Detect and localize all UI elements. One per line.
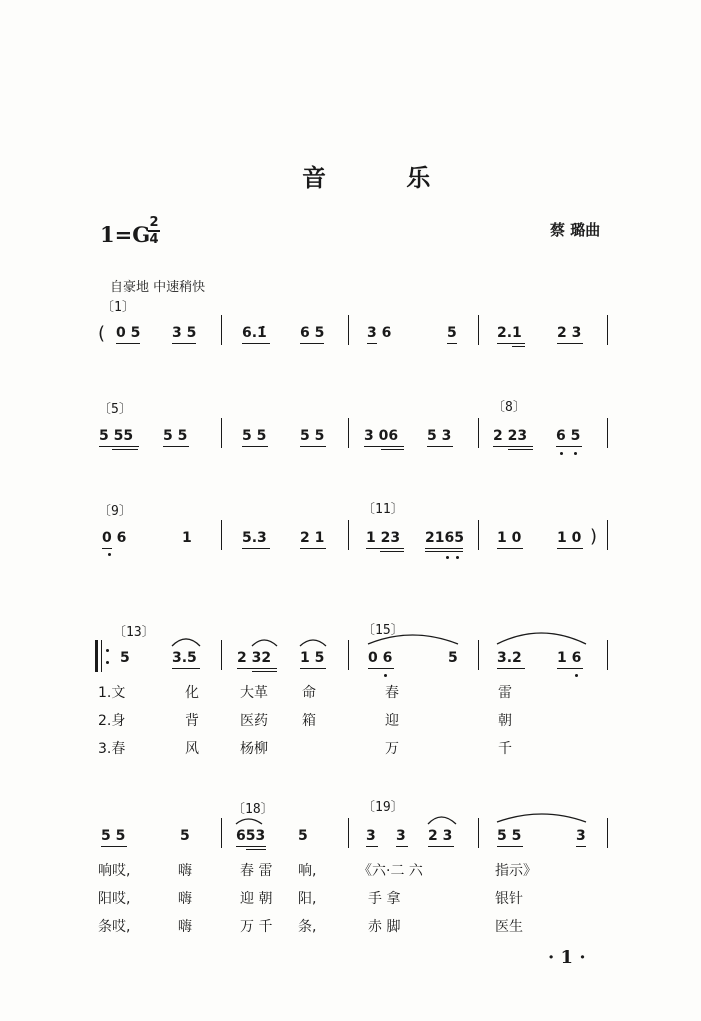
measure-number: 〔15〕 [362, 623, 404, 638]
note-group: 2.1 [497, 325, 522, 341]
note-group: 5 5 [163, 428, 188, 444]
time-denominator: 4 [149, 232, 159, 247]
lyric-word: 背 [185, 713, 199, 729]
lyric-word: 手 拿 [368, 891, 401, 907]
measure-number: 〔1〕 [101, 300, 135, 315]
slur [497, 633, 586, 644]
lyric-word: 雷 [498, 685, 512, 701]
lyric-word: 迎 朝 [240, 891, 273, 907]
note-group: 5 [448, 650, 458, 666]
measure-number: 〔11〕 [362, 502, 404, 517]
note-group: 653 [236, 828, 266, 844]
note-group: 5.3 [242, 530, 267, 546]
measure-number: 〔5〕 [98, 402, 132, 417]
note-group: 1 [182, 530, 192, 546]
note-group: 1 6 [557, 650, 582, 666]
lyric-word: 条, [298, 919, 317, 935]
key-signature: 1=G [100, 222, 151, 247]
note-group: 0 5 [116, 325, 141, 341]
note-group: 2 3 [428, 828, 453, 844]
measure-number: 〔19〕 [362, 800, 404, 815]
note-group: 1 0 [557, 530, 582, 546]
lyric-word: 银针 [495, 891, 523, 907]
lyric-word: 千 [498, 741, 512, 757]
slur [236, 819, 262, 824]
lyric-word: 《六·二 六 [358, 863, 423, 879]
lyric-word: 赤 脚 [368, 919, 401, 935]
lyric-word: 化 [185, 685, 199, 701]
lyric-word: 响哎, [98, 863, 131, 879]
lyric-word: 响, [298, 863, 317, 879]
lyric-word: 春 雷 [240, 863, 273, 879]
lyric-word: 条哎, [98, 919, 131, 935]
lyric-word: 迎 [385, 713, 399, 729]
note-group: 6.1̇ [242, 325, 267, 341]
slur [172, 639, 200, 646]
lyric-word: 嗨 [178, 919, 192, 935]
note-group: 5 5 [242, 428, 267, 444]
lyric-word: 嗨 [178, 891, 192, 907]
note-group: 2 23 [493, 428, 528, 444]
lyric-word: 1.文 [98, 685, 126, 701]
note-group: 6 5 [556, 428, 581, 444]
close-paren: ) [590, 526, 598, 547]
note-group: 0 6 [368, 650, 393, 666]
note-group: 5 [298, 828, 308, 844]
note-group: 3 [366, 828, 376, 844]
lyric-word: 嗨 [178, 863, 192, 879]
measure-number: 〔9〕 [98, 504, 132, 519]
lyric-word: 大革 [240, 685, 268, 701]
slur [300, 640, 326, 646]
slur [368, 635, 458, 644]
measure-number: 〔13〕 [113, 625, 155, 640]
measure-number: 〔8〕 [492, 400, 526, 415]
note-group: 3 5 [172, 325, 197, 341]
lyric-word: 医药 [240, 713, 268, 729]
lyric-word: 万 [385, 741, 399, 757]
note-group: 6 5 [300, 325, 325, 341]
lyric-word: 万 千 [240, 919, 273, 935]
note-group: 0 6 [102, 530, 127, 546]
lyric-word: 春 [385, 685, 399, 701]
note-group: 2 32 [237, 650, 272, 666]
note-group: 5 [120, 650, 130, 666]
note-group: 3 [396, 828, 406, 844]
composer: 蔡 璐曲 [550, 221, 601, 239]
open-paren: ( [98, 323, 106, 344]
note-group: 3 6 [367, 325, 392, 341]
note-group: 5 55 [99, 428, 134, 444]
note-group: 3 [576, 828, 586, 844]
slur [428, 817, 456, 824]
note-group: 2165 [425, 530, 464, 546]
note-group: 5 5 [101, 828, 126, 844]
page-title: 音 乐 [302, 163, 467, 192]
tempo-marking: 自豪地 中速稍快 [110, 280, 206, 295]
note-group: 5 [447, 325, 457, 341]
lyric-word: 杨柳 [240, 741, 268, 757]
lyric-word: 医生 [495, 919, 523, 935]
measure-number: 〔18〕 [232, 802, 274, 817]
time-numerator: 2 [149, 215, 159, 230]
note-group: 5 [180, 828, 190, 844]
lyric-word: 阳, [298, 891, 317, 907]
note-group: 5 5 [497, 828, 522, 844]
slur [252, 640, 277, 646]
note-group: 1 5 [300, 650, 325, 666]
slur [497, 814, 586, 822]
lyric-word: 命 [302, 685, 316, 701]
lyric-word: 3.春 [98, 741, 126, 757]
note-group: 5 5 [300, 428, 325, 444]
lyric-word: 风 [185, 741, 199, 757]
note-group: 2 1 [300, 530, 325, 546]
note-group: 3 06 [364, 428, 399, 444]
note-group: 3.5 [172, 650, 197, 666]
note-group: 1 23 [366, 530, 401, 546]
note-group: 3.2 [497, 650, 522, 666]
lyric-word: 指示》 [495, 863, 537, 879]
note-group: 2 3 [557, 325, 582, 341]
lyric-word: 朝 [498, 713, 512, 729]
lyric-word: 阳哎, [98, 891, 131, 907]
lyric-word: 2.身 [98, 713, 126, 729]
lyric-word: 箱 [302, 713, 316, 729]
page-number: · 1 · [548, 947, 586, 968]
note-group: 1 0 [497, 530, 522, 546]
note-group: 5 3 [427, 428, 452, 444]
